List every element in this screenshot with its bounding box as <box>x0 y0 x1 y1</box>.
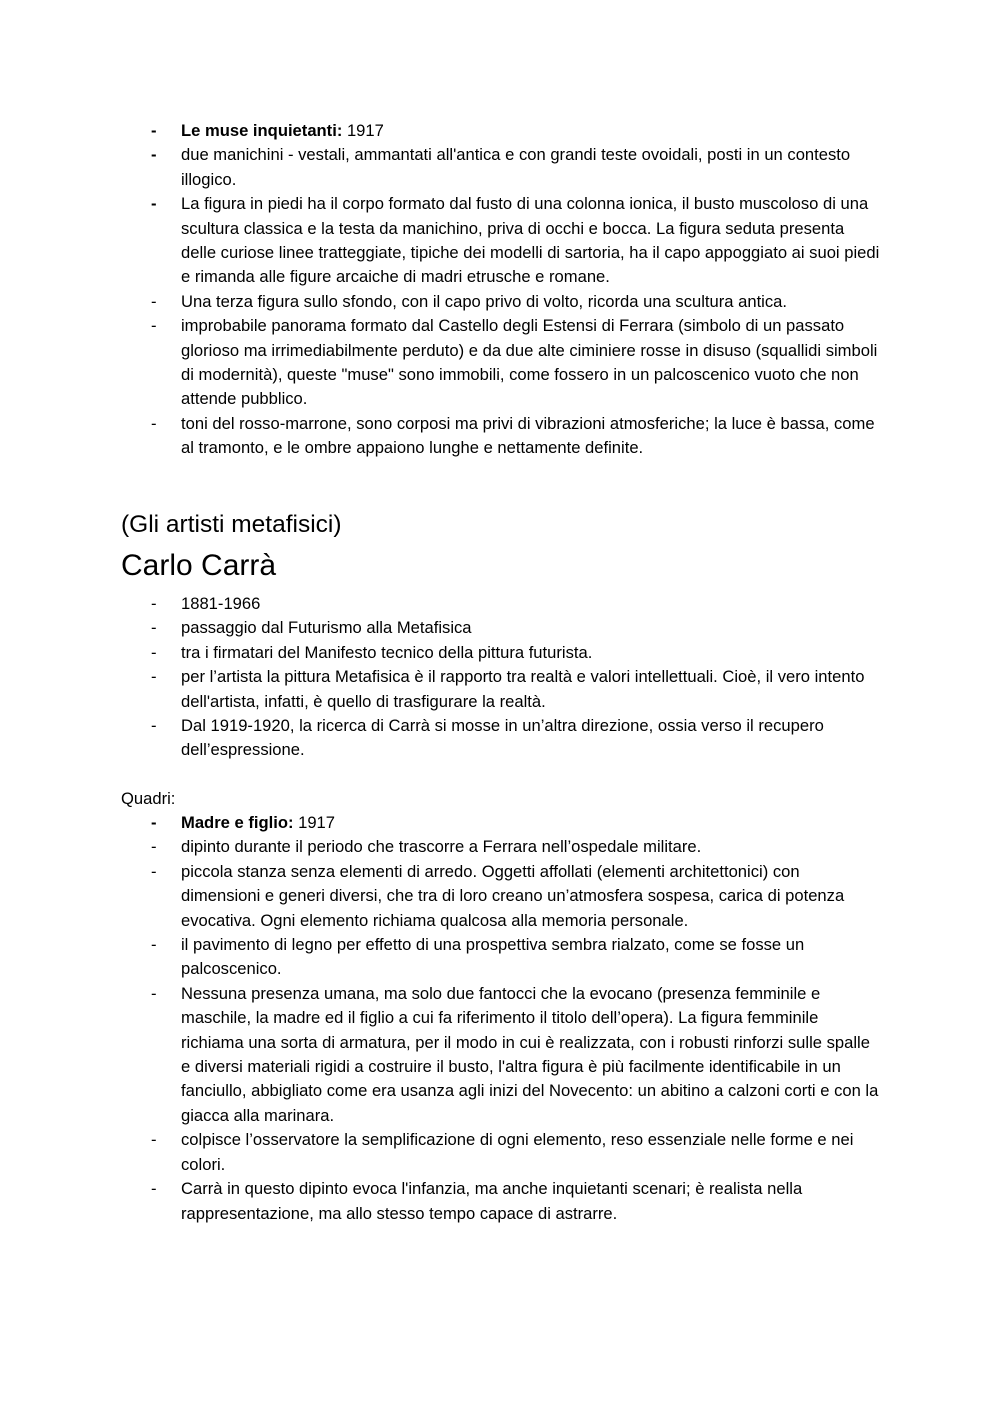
muse-inquietanti-list <box>0 119 1000 461</box>
bullet-dash: - <box>151 194 157 214</box>
list-item <box>0 592 1000 616</box>
list-item-text: due manichini - vestali, ammantati all'antica e con grandi teste ovoidali, posti in un contesto illogico. <box>181 145 851 189</box>
carra-bio-list <box>0 592 1000 763</box>
bullet-dash: - <box>151 618 157 638</box>
bullet-dash: - <box>151 316 157 336</box>
list-item-text: per l’artista la pittura Metafisica è il rapporto tra realtà e valori intellettuali. Cioè, il vero intento dell'artista, infatti, è quello di trasfigurare la realtà. <box>181 667 865 711</box>
list-item <box>0 119 1000 143</box>
muse-inquietanti-section <box>0 119 1000 461</box>
list-item <box>0 412 1000 461</box>
bullet-dash: - <box>151 145 157 165</box>
bullet-dash: - <box>151 716 157 736</box>
list-item <box>0 714 1000 763</box>
list-item-text: passaggio dal Futurismo alla Metafisica <box>181 618 472 638</box>
bullet-dash: - <box>151 935 157 955</box>
list-item-text: il pavimento di legno per effetto di una prospettiva sembra rialzato, come se fosse un palcoscenico. <box>181 935 805 979</box>
list-item-text: Dal 1919-1920, la ricerca di Carrà si mosse in un’altra direzione, ossia verso il recupero dell’espressione. <box>181 716 824 760</box>
list-item-text: 1881-1966 <box>181 594 261 613</box>
artwork-title: Madre e figlio: <box>181 813 294 832</box>
list-item <box>0 860 1000 933</box>
list-item-text: piccola stanza senza elementi di arredo. Oggetti affollati (elementi architettonici) con dimensioni e generi diversi, che tra di loro creano un’atmosfera sospesa, carica di potenza evocativa. Ogni elemento richiama qualcosa alla memoria personale. <box>181 861 845 930</box>
madre-figlio-section <box>0 811 1000 1226</box>
bullet-dash: - <box>151 291 157 311</box>
list-item <box>0 1177 1000 1226</box>
list-item <box>0 192 1000 290</box>
bullet-dash: - <box>151 594 157 613</box>
list-item <box>0 665 1000 714</box>
bullet-dash: - <box>151 861 157 881</box>
list-item <box>0 143 1000 192</box>
artwork-title: Le muse inquietanti: <box>181 121 343 140</box>
quadri-label: Quadri: <box>121 789 176 808</box>
list-item <box>0 641 1000 665</box>
list-item <box>0 835 1000 859</box>
list-item-text: Nessuna presenza umana, ma solo due fantocci che la evocano (presenza femminile e maschile, la madre ed il figlio a cui fa riferimento il titolo dell’opera). La figura femminile richiama una sorta di armatura, per il modo in cui è realizzata, con i robusti rinforzi sulle spalle e diversi materiali rigidi a costruire il busto, l'altra figura è più facilmente identificabile in un fanciullo, abbigliato come era usanza agli inizi del Novecento: un abitino a calzoni corti e con la giacca alla marinara. <box>181 983 879 1125</box>
carra-bio-section <box>0 592 1000 763</box>
madre-figlio-list <box>0 811 1000 1226</box>
list-item-text: tra i firmatari del Manifesto tecnico della pittura futurista. <box>181 642 593 662</box>
list-item-text: dipinto durante il periodo che trascorre a Ferrara nell’ospedale militare. <box>181 837 702 857</box>
bullet-dash: - <box>151 667 157 687</box>
list-item <box>0 933 1000 982</box>
bullet-dash: - <box>151 413 157 433</box>
artwork-year: 1917 <box>342 121 384 140</box>
bullet-dash: - <box>151 1130 157 1150</box>
list-item-text: La figura in piedi ha il corpo formato dal fusto di una colonna ionica, il busto muscoloso di una scultura classica e la testa da manichino, priva di occhi e bocca. La figura seduta presenta delle curiose linee tratteggiate, tipiche dei modelli di sartoria, ha il capo appoggiato ai suoi piedi e rimanda alle figure arcaiche di madri etrusche e romane. <box>181 194 880 287</box>
list-item <box>0 1128 1000 1177</box>
list-item <box>0 616 1000 640</box>
list-item-text: colpisce l’osservatore la semplificazione di ogni elemento, reso essenziale nelle forme e nei colori. <box>181 1130 854 1174</box>
list-item <box>0 811 1000 835</box>
list-item-text: Carrà in questo dipinto evoca l'infanzia, ma anche inquietanti scenari; è realista nella rappresentazione, ma allo stesso tempo capace di astrarre. <box>181 1179 803 1223</box>
artist-heading: Carlo Carrà <box>121 549 277 582</box>
list-item-text: Una terza figura sullo sfondo, con il capo privo di volto, ricorda una scultura antica. <box>181 291 787 311</box>
list-item-text: improbabile panorama formato dal Castello degli Estensi di Ferrara (simbolo di un passato glorioso ma irrimediabilmente perduto) e da due alte ciminiere rosse in disuso (squallidi simboli di modernità), queste "muse" sono immobili, come fossero in un palcoscenico vuoto che non attende pubblico. <box>181 316 878 409</box>
bullet-dash: - <box>151 837 157 857</box>
bullet-dash: - <box>151 121 157 140</box>
bullet-dash: - <box>151 813 157 832</box>
list-item <box>0 290 1000 314</box>
list-item <box>0 314 1000 412</box>
list-item-text: toni del rosso-marrone, sono corposi ma privi di vibrazioni atmosferiche; la luce è bassa, come al tramonto, e le ombre appaiono lunghe e nettamente definite. <box>181 413 875 458</box>
section-subtitle: (Gli artisti metafisici) <box>121 511 342 538</box>
bullet-dash: - <box>151 983 157 1003</box>
artwork-year: 1917 <box>293 813 336 832</box>
bullet-dash: - <box>151 1179 157 1199</box>
list-item <box>0 982 1000 1128</box>
bullet-dash: - <box>151 642 157 662</box>
